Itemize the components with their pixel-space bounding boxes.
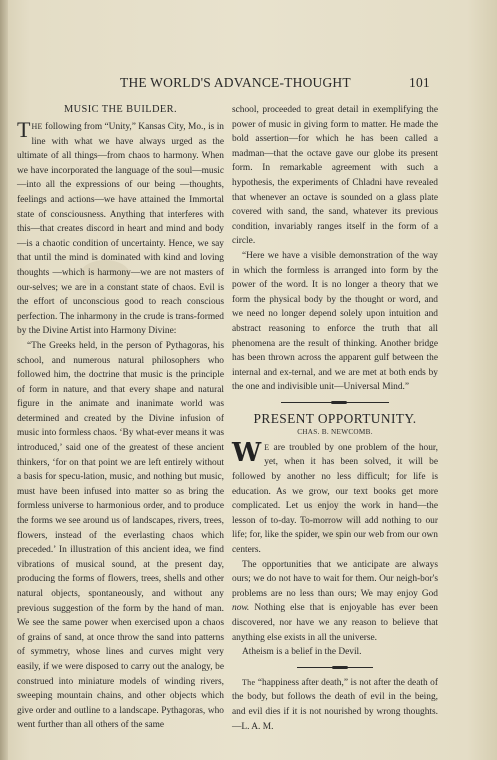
paragraph: “The Greeks held, in the person of Pythagoras, his school, and numerous natural philosophers who followed him, the doctrine that music is the principle of form in nature, and that every shape and natural figure in the animate and inanimate world was determined and created by the Divine infusion of music into formless chaos. ‘By what-ever means it was introduced,’ said one of the greatest of these ancient thinkers, ‘for on that point we are left entirely without a basis for specu-lation, music, and nothing but music, must have been infused into matter so as bring the formless universe to harmonious order, and to produce the forms we see around us of landscapes, rivers, trees, flowers, instead of the everlasting chaos which preceded.’ In illustration of this ancient idea, we find vibrations of musical sound, at the present day, producing the forms of flowers, trees, shells and other natural objects, spontaneously, and without any previous suggestion of the form by the hand of man. We see the same power when exercised upon a chaos of grains of sand, at once throw the sand into patterns of symmetry, whose lines and curves might very easily, if we were disposed to carry out the analogy, be construed into miniature models of winding rivers, sweeping mountain chains, and other objects which give order and outline to a landscape. Pythagoras, who went further than all others of the same — [17, 340, 224, 731]
paragraph-text: The opportunities that we anticipate are always ours; we do not have to wait for them. Our neigh-bor's problems are no less than ours; We may enjoy God — [232, 559, 438, 599]
right-column — [232, 103, 438, 734]
opening-small-caps: E — [264, 442, 270, 452]
running-title: THE WORLD'S ADVANCE-THOUGHT — [120, 75, 351, 90]
opening-small-caps: HE — [31, 122, 43, 131]
article-byline: CHAS. B. NEWCOMB. — [297, 427, 373, 436]
paragraph: school, proceeded to great detail in exemplifying the power of music in giving form to matter. He made the bold assertion—for which he has been called a madman—that the octave gave our globe its present form. In remarkable agreement with such a hypothesis, the experiments of Chladni have revealed that whenever an octave is sounded on a glass plate covered with sand, the sand, whatever its previous condition, invariably ranges itself in the form of a circle. — [232, 105, 438, 247]
paragraph — [232, 676, 438, 734]
drop-cap: W — [232, 437, 262, 468]
running-header — [0, 75, 497, 91]
paragraph-text: are troubled by one problem of the hour, yet, when it has been solved, it will be followed by another no less difficult; for life is education. As we grow, our text books get more complicated. Let us enjoy the work in hand—the lesson of to-day. To-morrow will add nothing to our life; for, like the spider, we spin our web from our own centers. — [232, 442, 438, 556]
opening-small-caps: The — [242, 677, 256, 687]
left-column — [17, 103, 224, 733]
paragraph-text: following from “Unity,” Kansas City, Mo., is in line with what we have always urged as the ultimate of all things—from chaos to harmony. When we have incorporated the language of the soul—music—into all the expressions of our being —thoughts, feelings and actions—we have attained the Immortal state of consciousness. Anything that interferes with this—that creates discord in heart and mind and body—is a chaotic condition of uncertainty. Hence, we say that until the mind is dominated with kind and loving thoughts —which is harmony—we are not masters of our-selves; we are in a constant state of chaos. Evil is the effort of unconscious good to reach conscious perfection. The inharmony in the crude is trans-formed by the Divine Artist into Harmony Divine: — [17, 122, 224, 337]
drop-cap: T — [17, 117, 31, 142]
paragraph: “Here we have a visible demonstration of the way in which the formless is arranged into form by the power of the word. It is no longer a theory that we form the physical body by the thought or word, and we need no longer depend solely upon intuition and abstract reasoning to enforce the truth that all phenomena are the result of thinking. Another bridge has been thrown across the apparent gulf between the internal and ex-ternal, and we are met at both ends by the one and indivisible unit—Universal Mind.” — [232, 250, 438, 393]
paragraph — [232, 558, 438, 646]
section-divider — [281, 398, 389, 407]
paragraph — [232, 437, 438, 558]
page-number: 101 — [409, 75, 430, 90]
paragraph: Atheism is a belief in the Devil. — [242, 647, 362, 658]
emphasis-text: now. — [232, 603, 250, 614]
binding-gutter — [0, 0, 8, 760]
section-divider — [297, 663, 373, 672]
paragraph-text: Nothing else that is enjoyable has ever been discovered, nor have we any reason to believe that anything else exists in all the universe. — [232, 603, 438, 643]
article-title-present-opportunity: PRESENT OPPORTUNITY. — [253, 410, 417, 426]
paragraph — [17, 117, 224, 339]
article-title-music-the-builder: MUSIC THE BUILDER. — [64, 104, 177, 115]
paragraph-text: “happiness after death,” is not after the death of the body, but follows the death of evil in the being, and evil dies if it is not nourished by wrong thoughts.—L. A. M. — [232, 677, 438, 732]
